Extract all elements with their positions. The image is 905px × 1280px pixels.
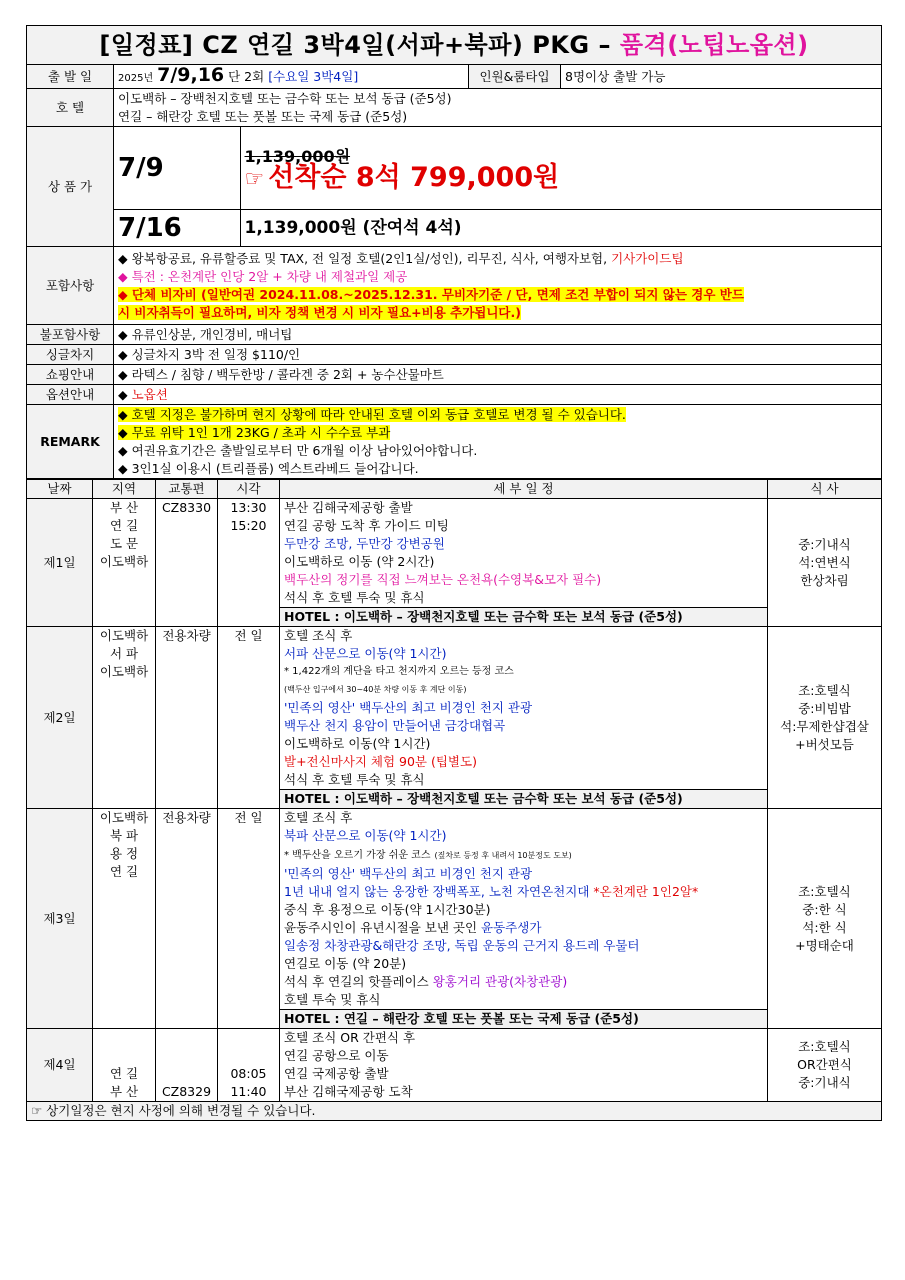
include-value [114,247,882,325]
detail-line: 부산 김해국제공항 출발 [284,500,413,515]
day-label-1: 제1일 [27,499,93,627]
remark-value [114,405,882,479]
detail-line: 두만강 조망, 두만강 강변공원 [284,536,445,551]
include-line-1: ◆ 왕복항공료, 유류할증료 및 TAX, 전 일정 호텔(2인1실/성인), 리무진, 식사, 여행자보험, [118,250,608,266]
day2-regions [93,627,156,809]
day2-hotel: HOTEL : 이도백하 – 장백천지호텔 또는 금수학 또는 보석 동급 (준5성) [280,789,767,808]
region: 이도백하 [99,628,149,643]
day-row-4 [27,1029,882,1102]
remark-line-4: ◆ 3인1실 이용시 (트리플룸) 엑스트라베드 들어갑니다. [118,460,419,476]
detail-line: 호텔 조식 OR 간편식 후 [284,1030,416,1045]
col-transport: 교통편 [156,480,218,499]
single-value: ◆ 싱글차지 3박 전 일정 $110/인 [114,345,882,365]
detail-line-highlight: *온천계란 1인2알* [593,884,699,899]
day3-time: 전 일 [218,809,280,1029]
region: 연 길 [109,1066,139,1081]
price-date-2: 7/16 [114,210,240,246]
day3-detail [280,809,768,1029]
day1-transport: CZ8330 [156,499,218,627]
schedule-table [26,479,882,1121]
remark-line-1: ◆ 호텔 지정은 불가하며 현지 상황에 따라 안내된 호텔 이외 동급 호텔로 변경 될 수 있습니다. [118,406,626,422]
departure-note: [수요일 3박4일] [268,68,359,84]
departure-times: 단 2회 [228,68,265,84]
exclude-value: ◆ 유류인상분, 개인경비, 매너팁 [114,325,882,345]
day3-hotel: HOTEL : 연길 – 해란강 호텔 또는 풋볼 또는 국제 동급 (준5성) [280,1009,767,1028]
shopping-value: ◆ 라텍스 / 침향 / 백두한방 / 콜라겐 중 2회 + 농수산물마트 [114,365,882,385]
meal: 조:호텔식 [798,1039,851,1054]
itinerary-document [26,25,881,1121]
hotel-line-2: 연길 – 해란강 호텔 또는 풋볼 또는 국제 동급 (준5성) [118,108,408,124]
detail-line: 연길로 이동 (약 20분) [284,956,407,971]
people-value: 8명이상 출발 가능 [561,65,882,89]
detail-line: (백두산 입구에서 30~40분 차량 이동 후 계단 이동) [284,685,467,694]
time: 11:40 [230,1084,267,1099]
meal: 중:비빔밥 [798,700,851,716]
region: 부 산 [109,500,139,515]
day-label-3: 제3일 [27,809,93,1029]
col-time: 시각 [218,480,280,499]
col-detail: 세 부 일 정 [280,480,768,499]
time: 15:20 [230,518,267,533]
detail-line: 석식 후 호텔 투숙 및 휴식 [284,772,425,787]
detail-line: '민족의 영산' 백두산의 최고 비경인 천지 관광 [284,866,533,881]
col-meal: 식 사 [768,480,882,499]
detail-line: 석식 후 호텔 투숙 및 휴식 [284,590,425,605]
day2-detail [280,627,768,809]
detail-line: 중식 후 용정으로 이동(약 1시간30분) [284,902,491,917]
detail-line: 1년 내내 얼지 않는 웅장한 장백폭포, 노천 자연온천지대 [284,884,590,899]
region: 연 길 [109,864,139,879]
day1-regions [93,499,156,627]
day3-transport: 전용차량 [156,809,218,1029]
departure-year: 2025년 [118,72,154,84]
departure-dates: 7/9,16 [157,63,225,86]
region: 이도백하 [99,810,149,825]
detail-line: 연길 공항 도착 후 가이드 미팅 [284,518,449,533]
hotel-value [114,89,882,127]
price-old: 1,139,000원 [244,147,351,166]
option-label: 옵션안내 [27,385,114,405]
remark-line-2: ◆ 무료 위탁 1인 1개 23KG / 초과 시 수수료 부과 [118,424,391,440]
day-row-1 [27,499,882,627]
departure-value [114,65,469,89]
option-bullet: ◆ [118,386,128,402]
people-label: 인원&룸타입 [469,65,561,89]
footer-note: ☞ 상기일정은 현지 사정에 의해 변경될 수 있습니다. [27,1102,882,1121]
detail-line: 서파 산문으로 이동(약 1시간) [284,646,447,661]
day1-hotel: HOTEL : 이도백하 – 장백천지호텔 또는 금수학 또는 보석 동급 (준5성) [280,607,767,626]
region: 서 파 [109,646,139,661]
price-row-2 [114,210,882,247]
detail-line: 호텔 조식 후 [284,810,353,825]
meal: 석:연변식 [798,554,851,570]
hotel-label: 호 텔 [27,89,114,127]
day3-meals [768,809,882,1029]
price-label: 상 품 가 [27,127,114,247]
detail-line: 일송정 차창관광&해란강 조망, 독립 운동의 근거지 용드레 우물터 [284,938,640,953]
day2-transport: 전용차량 [156,627,218,809]
option-value [114,385,882,405]
time: 08:05 [230,1066,267,1081]
detail-line-note: (짚차로 등정 후 내려서 10분정도 도보) [434,851,572,860]
remark-label: REMARK [27,405,114,479]
detail-line: 연길 공항으로 이동 [284,1048,389,1063]
region: 연 길 [109,518,139,533]
hotel-line-1: 이도백하 – 장백천지호텔 또는 금수학 또는 보석 동급 (준5성) [118,90,452,106]
title-main: [일정표] CZ 연길 3박4일(서파+북파) PKG – [99,31,611,59]
detail-line: 호텔 투숙 및 휴식 [284,992,381,1007]
region: 북 파 [109,828,139,843]
col-day: 날짜 [27,480,93,499]
detail-line: 부산 김해국제공항 도착 [284,1084,413,1099]
include-line-2: ◆ 특전 : 온천계란 인당 2알 + 차량 내 제철과일 제공 [118,268,408,284]
detail-line: 백두산의 정기를 직접 느껴보는 온천욕(수영복&모자 필수) [284,572,602,587]
include-line-3: ◆ 단체 비자비 (일반여권 2024.11.08.~2025.12.31. 무비자기준 / 단, 면제 조건 부합이 되지 않는 경우 반드 [118,286,744,302]
meal: 석:한 식 [802,919,847,935]
detail-line: 백두산 천지 용암이 만들어낸 금강대협곡 [284,718,506,733]
meal: 중:기내식 [798,536,851,552]
day3-regions [93,809,156,1029]
day4-meals [768,1029,882,1102]
day4-transport: CZ8329 [156,1029,218,1102]
region: 이도백하 [99,554,149,569]
day2-meals [768,627,882,809]
region: 도 문 [109,536,139,551]
option-text: 노옵션 [131,386,168,402]
meal: 조:호텔식 [798,682,851,698]
region: 이도백하 [99,664,149,679]
title-sub: 품격(노팁노옵션) [619,31,809,59]
detail-line: * 백두산을 오르기 가장 쉬운 코스 [284,850,431,861]
region: 용 정 [109,846,139,861]
meal: 한상차림 [800,572,849,588]
single-label: 싱글차지 [27,345,114,365]
region: 부 산 [109,1084,139,1099]
detail-line: 윤동주시인이 유년시절을 보낸 곳인 [284,920,478,935]
meal: 석:무제한샵겹살 [780,718,869,734]
meal: +버섯모듬 [795,736,854,752]
departure-label: 출 발 일 [27,65,114,89]
include-line-4: 시 비자취득이 필요하며, 비자 정책 변경 시 비자 필요+비용 추가됩니다.) [118,304,521,320]
price-date-1: 7/9 [114,127,240,209]
meal: 중:기내식 [798,1075,851,1090]
detail-line: 이도백하로 이동 (약 2시간) [284,554,435,569]
price-detail-2: 1,139,000원 (잔여석 4석) [244,218,462,238]
exclude-label: 불포함사항 [27,325,114,345]
detail-line: 연길 국제공항 출발 [284,1066,389,1081]
include-label: 포함사항 [27,247,114,325]
day-row-3 [27,809,882,1029]
detail-line: * 1,422개의 계단을 타고 천지까지 오르는 등정 코스 [284,666,514,677]
meal: +명태순대 [795,937,854,953]
day1-times [218,499,280,627]
detail-line: 석식 후 연길의 핫플레이스 [284,974,429,989]
include-guide-tip: 기사가이드팁 [611,250,684,266]
day-label-2: 제2일 [27,627,93,809]
detail-line: 호텔 조식 후 [284,628,353,643]
day1-meals [768,499,882,627]
meal: 조:호텔식 [798,883,851,899]
pointing-hand-icon: ☞ [244,167,265,192]
info-table [26,25,882,479]
detail-line-highlight: 윤동주생가 [481,920,542,935]
detail-line: '민족의 영산' 백두산의 최고 비경인 천지 관광 [284,700,533,715]
col-region: 지역 [93,480,156,499]
day2-time: 전 일 [218,627,280,809]
time: 13:30 [230,500,267,515]
price-detail-1 [240,127,881,209]
detail-line: 북파 산문으로 이동(약 1시간) [284,828,447,843]
day4-times [218,1029,280,1102]
meal: OR간편식 [797,1057,852,1072]
detail-line: 이도백하로 이동(약 1시간) [284,736,431,751]
day-label-4: 제4일 [27,1029,93,1102]
remark-line-3: ◆ 여권유효기간은 출발일로부터 만 6개월 이상 남아있어야합니다. [118,442,478,458]
page-title [27,26,882,65]
day1-detail [280,499,768,627]
detail-line-highlight: 왕홍거리 관광(차창관광) [432,974,568,989]
meal: 중:한 식 [802,901,847,917]
day4-regions [93,1029,156,1102]
day4-detail [280,1029,768,1102]
price-row-1 [114,127,882,210]
detail-line: 발+전신마사지 체험 90분 (팁별도) [284,754,477,769]
shopping-label: 쇼핑안내 [27,365,114,385]
day-row-2 [27,627,882,809]
price-promo: 선착순 8석 799,000원 [268,162,560,193]
